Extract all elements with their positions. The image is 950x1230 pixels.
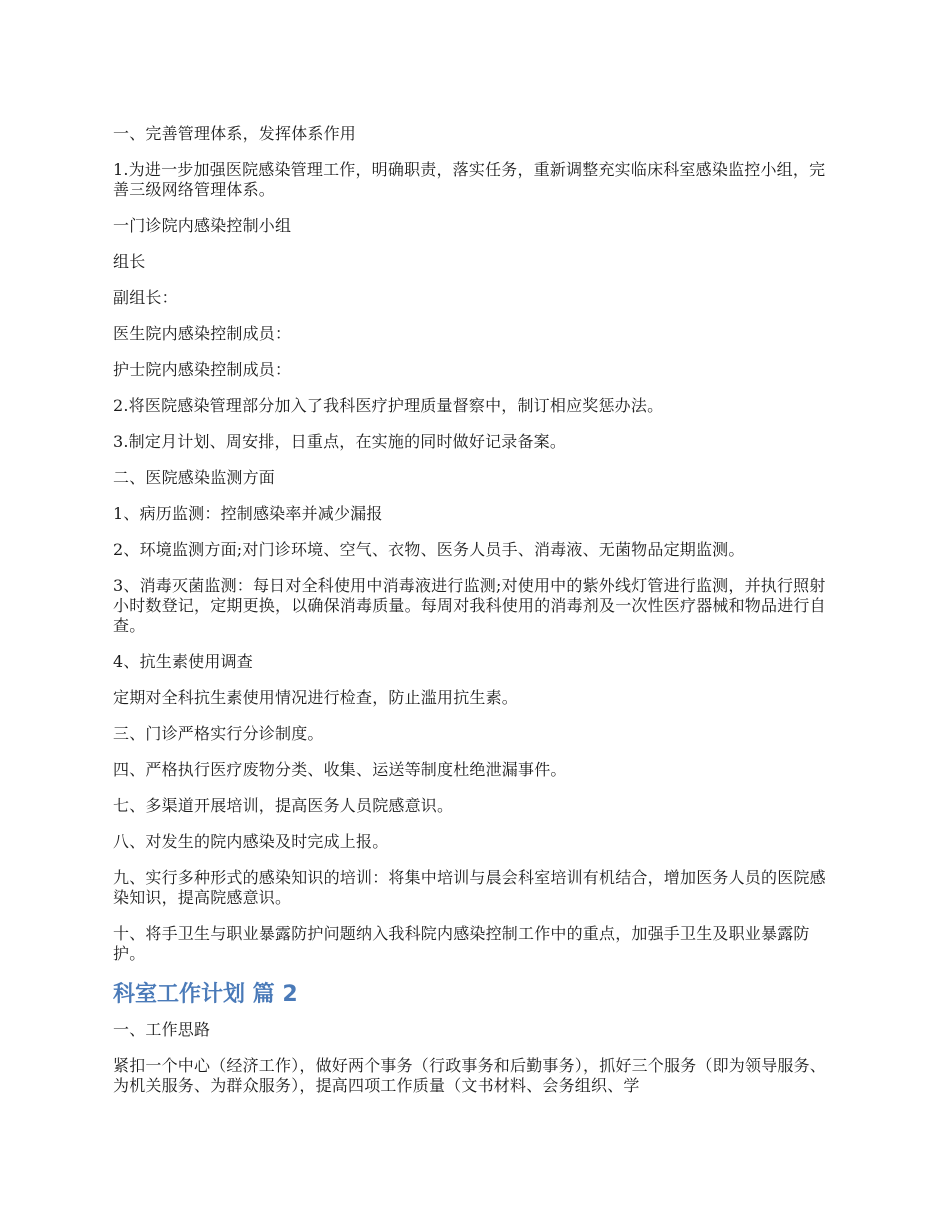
paragraph: 副组长： <box>113 288 178 307</box>
paragraph: 十、将手卫生与职业暴露防护问题纳入我科院内感染控制工作中的重点，加强手卫生及职业暴露防护。 <box>113 924 810 963</box>
paragraph: 组长 <box>113 252 146 271</box>
section-heading: 科室工作计划 篇 2 <box>113 982 298 1007</box>
paragraph: 定期对全科抗生素使用情况进行检查，防止滥用抗生素。 <box>113 688 519 707</box>
paragraph: 3.制定月计划、周安排，日重点，在实施的同时做好记录备案。 <box>113 432 567 451</box>
paragraph: 一、完善管理体系，发挥体系作用 <box>113 124 357 143</box>
paragraph: 三、门诊严格实行分诊制度。 <box>113 724 324 743</box>
paragraph: 1.为进一步加强医院感染管理工作，明确职责，落实任务，重新调整充实临床科室感染监控小组，完善三级网络管理体系。 <box>113 160 826 199</box>
paragraph: 护士院内感染控制成员： <box>113 360 292 379</box>
paragraph: 一门诊院内感染控制小组 <box>113 216 292 235</box>
paragraph: 二、医院感染监测方面 <box>113 468 276 487</box>
paragraph: 七、多渠道开展培训，提高医务人员院感意识。 <box>113 796 454 815</box>
paragraph: 紧扣一个中心（经济工作），做好两个事务（行政事务和后勤事务），抓好三个服务（即为领导服务、为机关服务、为群众服务），提高四项工作质量（文书材料、会务组织、学 <box>113 1056 827 1095</box>
paragraph: 2、环境监测方面;对门诊环境、空气、衣物、医务人员手、消毒液、无菌物品定期监测。 <box>113 540 745 559</box>
paragraph: 4、抗生素使用调查 <box>113 652 253 671</box>
document-page <box>113 124 838 1112</box>
paragraph: 九、实行多种形式的感染知识的培训：将集中培训与晨会科室培训有机结合，增加医务人员的医院感染知识，提高院感意识。 <box>113 868 826 907</box>
paragraph: 2.将医院感染管理部分加入了我科医疗护理质量督察中，制订相应奖惩办法。 <box>113 396 664 415</box>
paragraph: 1、病历监测：控制感染率并减少漏报 <box>113 504 383 523</box>
paragraph: 一、工作思路 <box>113 1020 211 1039</box>
paragraph: 3、消毒灭菌监测：每日对全科使用中消毒液进行监测;对使用中的紫外线灯管进行监测，并执行照射小时数登记，定期更换，以确保消毒质量。每周对我科使用的消毒剂及一次性医疗器械和物品进行自查。 <box>113 576 826 635</box>
paragraph: 八、对发生的院内感染及时完成上报。 <box>113 832 389 851</box>
paragraph: 四、严格执行医疗废物分类、收集、运送等制度杜绝泄漏事件。 <box>113 760 567 779</box>
paragraph: 医生院内感染控制成员： <box>113 324 292 343</box>
